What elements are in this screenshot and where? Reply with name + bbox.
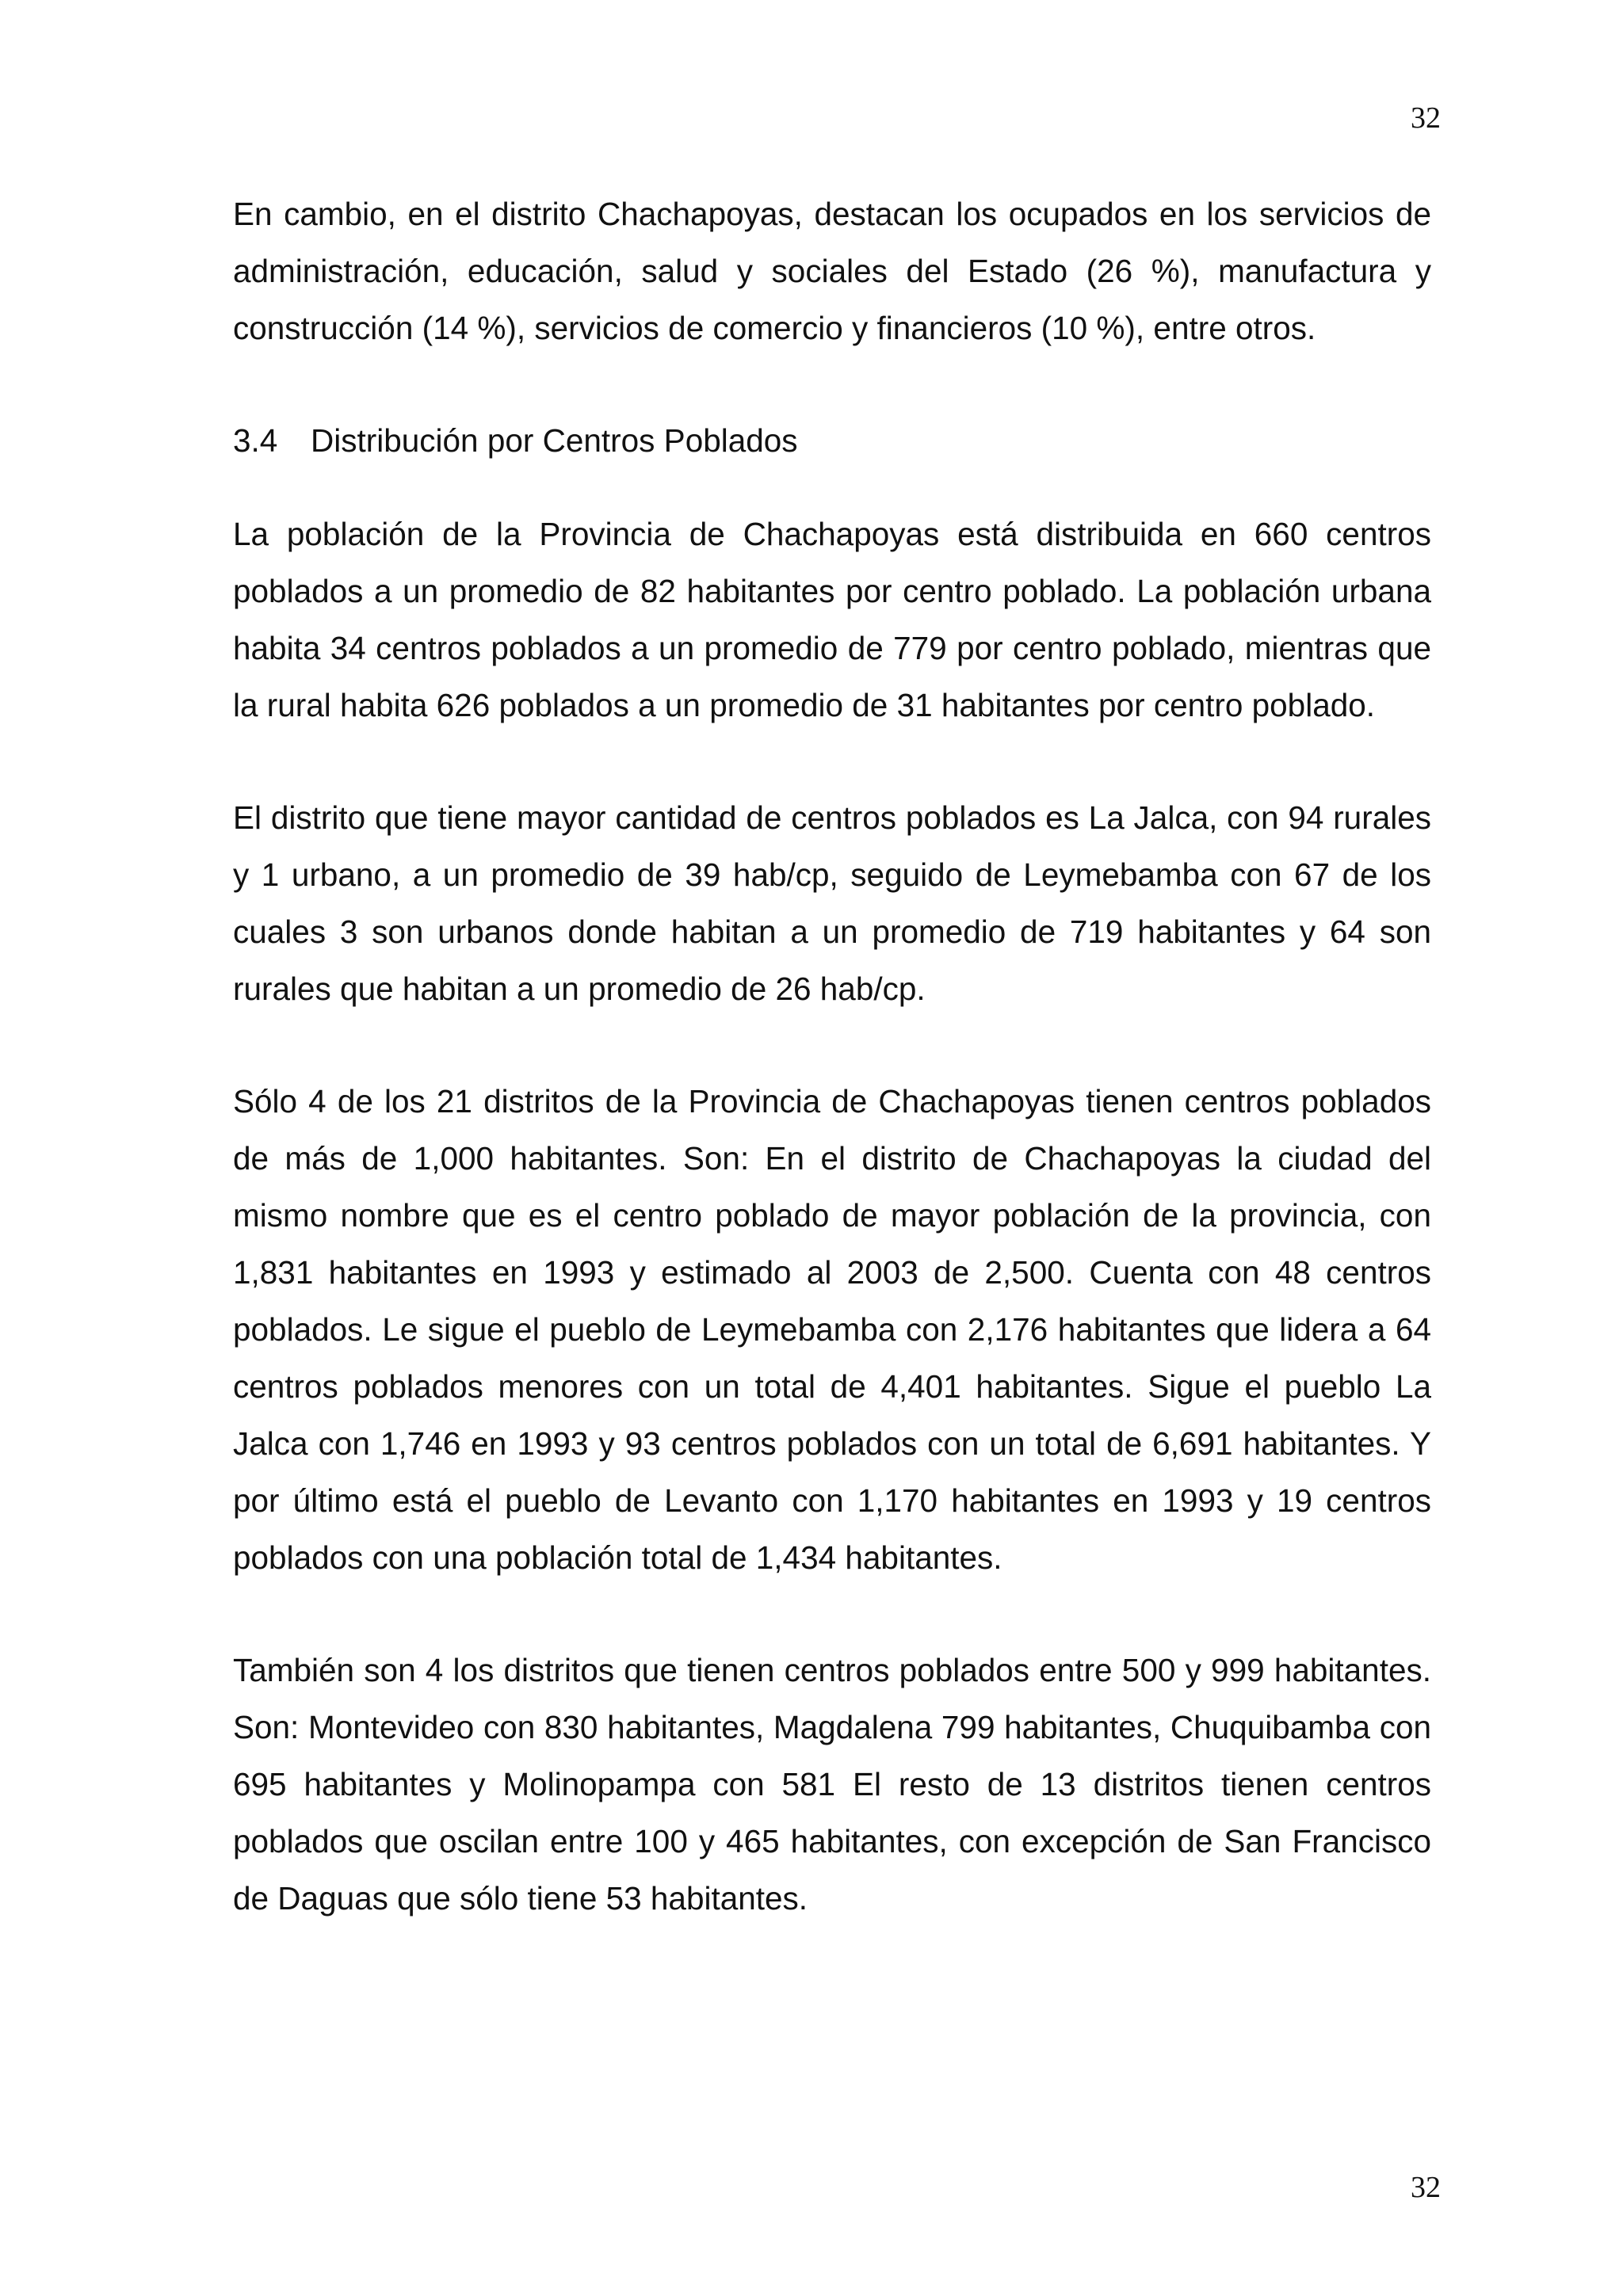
page-number-bottom: 32 [1411, 2171, 1441, 2204]
paragraph-population-distribution: La población de la Provincia de Chachapoyas está distribuida en 660 centros poblados a un promedio de 82 habitantes por centro poblado. La población urbana habita 34 centros poblados a un promedio de 779 por centro poblado, mientras que la rural habita 626 poblados a un promedio de 31 habitantes por centro poblado. [233, 516, 1431, 723]
document-body [233, 185, 1431, 1927]
section-number: 3.4 [233, 422, 278, 459]
paragraph-large-centers: Sólo 4 de los 21 distritos de la Provincia de Chachapoyas tienen centros poblados de más de 1,000 habitantes. Son: En el distrito de Chachapoyas la ciudad del mismo nombre que es el centro poblado de mayor población de la provincia, con 1,831 habitantes en 1993 y estimado al 2003 de 2,500. Cuenta con 48 centros poblados. Le sigue el pueblo de Leymebamba con 2,176 habitantes que lidera a 64 centros poblados menores con un total de 4,401 habitantes. Sigue el pueblo La Jalca con 1,746 en 1993 y 93 centros poblados con un total de 6,691 habitantes. Y por último está el pueblo de Levanto con 1,170 habitantes en 1993 y 19 centros poblados con una población total de 1,434 habitantes. [233, 1083, 1431, 1576]
paragraph-medium-centers: También son 4 los distritos que tienen centros poblados entre 500 y 999 habitantes. Son: Montevideo con 830 habitantes, Magdalena 799 habitantes, Chuquibamba con 695 habitantes y Molinopampa con 581 El resto de 13 distritos tienen centros poblados que oscilan entre 100 y 465 habitantes, con excepción de San Francisco de Daguas que sólo tiene 53 habitantes. [233, 1652, 1431, 1917]
paragraph-occupations: En cambio, en el distrito Chachapoyas, destacan los ocupados en los servicios de administración, educación, salud y sociales del Estado (26 %), manufactura y construcción (14 %), servicios de comercio y financieros (10 %), entre otros. [233, 196, 1431, 346]
section-title: Distribución por Centros Poblados [311, 422, 798, 459]
paragraph-largest-district: El distrito que tiene mayor cantidad de centros poblados es La Jalca, con 94 rurales y 1 urbano, a un promedio de 39 hab/cp, seguido de Leymebamba con 67 de los cuales 3 son urbanos donde habitan a un promedio de 719 habitantes y 64 son rurales que habitan a un promedio de 26 hab/cp. [233, 799, 1431, 1007]
page-number-top: 32 [1411, 101, 1441, 135]
section-heading [233, 412, 1431, 469]
